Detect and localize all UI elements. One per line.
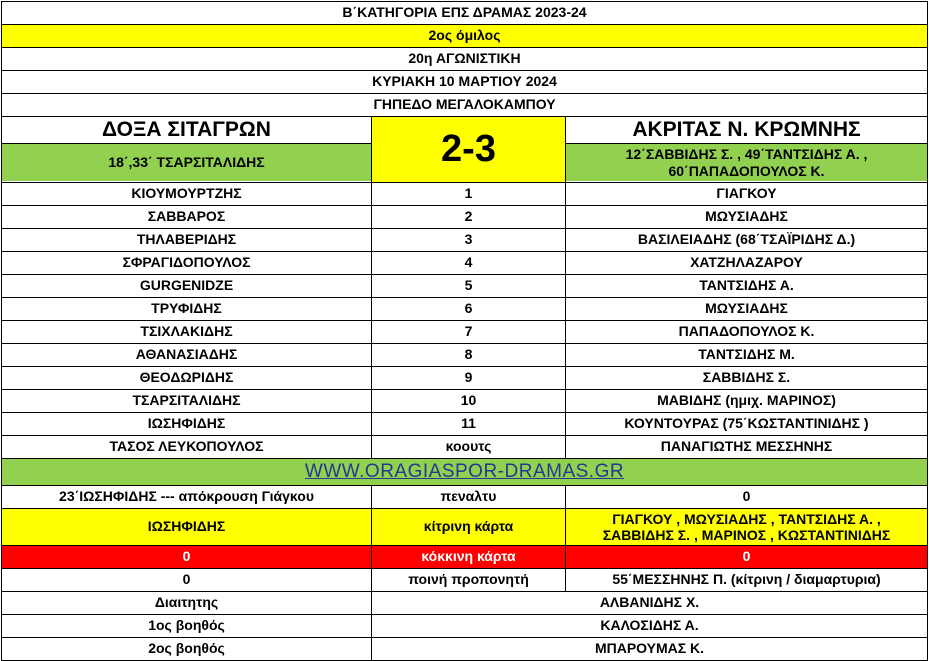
away-player: ΒΑΣΙΛΕΙΑΔΗΣ (68΄ΤΣΑΪΡΙΔΗΣ Δ.) xyxy=(566,229,928,251)
lineup-row xyxy=(2,344,928,367)
shirt-number: 4 xyxy=(372,252,566,274)
away-player: ΣΑΒΒΙΔΗΣ Σ. xyxy=(566,367,928,389)
away-scorers-line2: 60΄ΠΑΠΑΔΟΠΟΥΛΟΣ Κ. xyxy=(668,162,825,179)
home-team-block xyxy=(2,117,372,182)
away-player: ΤΑΝΤΣΙΔΗΣ Μ. xyxy=(566,344,928,366)
home-player: ΤΣΑΡΣΙΤΑΛΙΔΗΣ xyxy=(2,390,372,412)
date-row xyxy=(2,71,928,94)
away-penalty: 0 xyxy=(566,486,928,508)
away-red-cards: 0 xyxy=(566,546,928,568)
yellow-card-label: κίτρινη κάρτα xyxy=(372,509,566,545)
lineup-row xyxy=(2,367,928,390)
lineup-row xyxy=(2,229,928,252)
shirt-number: 7 xyxy=(372,321,566,343)
match-report-sheet xyxy=(1,1,928,661)
lineup-row xyxy=(2,275,928,298)
match-date: ΚΥΡΙΑΚΗ 10 ΜΑΡΤΙΟΥ 2024 xyxy=(2,71,928,93)
away-player: ΠΑΠΑΔΟΠΟΥΛΟΣ Κ. xyxy=(566,321,928,343)
official-name: ΚΑΛΟΣΙΔΗΣ Α. xyxy=(372,615,928,637)
shirt-number: 9 xyxy=(372,367,566,389)
lineup-row xyxy=(2,183,928,206)
home-coach-penalty: 0 xyxy=(2,569,372,591)
official-row xyxy=(2,638,928,661)
website-row xyxy=(2,459,928,486)
shirt-number: 5 xyxy=(372,275,566,297)
home-team-name: ΔΟΞΑ ΣΙΤΑΓΡΩΝ xyxy=(102,118,271,142)
away-player: ΜΩΥΣΙΑΔΗΣ xyxy=(566,298,928,320)
home-coach: ΤΑΣΟΣ ΛΕΥΚΟΠΟΥΛΟΣ xyxy=(2,436,372,458)
home-red-cards: 0 xyxy=(2,546,372,568)
round-label: 20η ΑΓΩΝΙΣΤΙΚΗ xyxy=(2,48,928,70)
home-player: ΚΙΟΥΜΟΥΡΤΖΗΣ xyxy=(2,183,372,205)
away-team-name: ΑΚΡΙΤΑΣ Ν. ΚΡΩΜΝΗΣ xyxy=(632,118,861,142)
away-yellow-line1: ΓΙΑΓΚΟΥ , ΜΩΥΣΙΑΔΗΣ , ΤΑΝΤΣΙΔΗΣ Α. , xyxy=(612,510,881,527)
lineup-row xyxy=(2,252,928,275)
away-coach-penalty: 55΄ΜΕΣΣΗΝΗΣ Π. (κίτρινη / διαμαρτυρια) xyxy=(566,569,928,591)
coach-label: κοουτς xyxy=(372,436,566,458)
red-cards-row xyxy=(2,546,928,569)
official-role: 1ος βοηθός xyxy=(2,615,372,637)
final-score: 2-3 xyxy=(372,117,566,182)
home-player: ΤΡΥΦΙΔΗΣ xyxy=(2,298,372,320)
shirt-number: 8 xyxy=(372,344,566,366)
home-scorers: 18΄,33΄ ΤΣΑΡΣΙΤΑΛΙΔΗΣ xyxy=(2,143,371,181)
red-card-label: κόκκινη κάρτα xyxy=(372,546,566,568)
home-player: ΣΑΒΒΑΡΟΣ xyxy=(2,206,372,228)
home-penalty: 23΄ΙΩΣΗΦΙΔΗΣ --- απόκρουση Γιάγκου xyxy=(2,486,372,508)
league-row xyxy=(2,2,928,25)
away-coach: ΠΑΝΑΓΙΩΤΗΣ ΜΕΣΣΗΝΗΣ xyxy=(566,436,928,458)
away-scorers xyxy=(566,143,927,181)
shirt-number: 1 xyxy=(372,183,566,205)
lineup-row xyxy=(2,206,928,229)
penalty-label: πεναλτυ xyxy=(372,486,566,508)
away-player: ΜΩΥΣΙΑΔΗΣ xyxy=(566,206,928,228)
home-yellow-cards: ΙΩΣΗΦΙΔΗΣ xyxy=(2,509,372,545)
away-player: ΓΙΑΓΚΟΥ xyxy=(566,183,928,205)
away-yellow-line2: ΣΑΒΒΙΔΗΣ Σ. , ΜΑΡΙΝΟΣ , ΚΩΣΤΑΝΤΙΝΙΔΗΣ xyxy=(602,527,891,543)
official-role: 2ος βοηθός xyxy=(2,638,372,660)
coach-penalty-label: ποινή προπονητή xyxy=(372,569,566,591)
group-label: 2ος όμιλος xyxy=(2,25,928,47)
lineup-row xyxy=(2,321,928,344)
away-player: ΚΟΥΝΤΟΥΡΑΣ (75΄ΚΩΣΤΑΝΤΙΝΙΔΗΣ ) xyxy=(566,413,928,435)
shirt-number: 3 xyxy=(372,229,566,251)
home-player: ΤΣΙΧΛΑΚΙΔΗΣ xyxy=(2,321,372,343)
match-venue: ΓΗΠΕΔΟ ΜΕΓΑΛΟΚΑΜΠΟΥ xyxy=(2,94,928,116)
teams-block xyxy=(2,117,928,183)
shirt-number: 11 xyxy=(372,413,566,435)
away-team-block xyxy=(566,117,928,182)
lineup-row xyxy=(2,413,928,436)
away-player: ΤΑΝΤΣΙΔΗΣ Α. xyxy=(566,275,928,297)
coaches-row xyxy=(2,436,928,459)
official-row xyxy=(2,615,928,638)
shirt-number: 6 xyxy=(372,298,566,320)
home-player: ΘΕΟΔΩΡΙΔΗΣ xyxy=(2,367,372,389)
venue-row xyxy=(2,94,928,117)
yellow-cards-row xyxy=(2,509,928,546)
round-row xyxy=(2,48,928,71)
official-row xyxy=(2,592,928,615)
away-player: ΜΑΒΙΔΗΣ (ημιχ. ΜΑΡΙΝΟΣ) xyxy=(566,390,928,412)
away-yellow-cards xyxy=(566,509,928,545)
shirt-number: 2 xyxy=(372,206,566,228)
coach-penalty-row xyxy=(2,569,928,592)
lineup-row xyxy=(2,298,928,321)
home-player: GURGENIDZE xyxy=(2,275,372,297)
away-player: ΧΑΤΖΗΛΑΖΑΡΟΥ xyxy=(566,252,928,274)
official-name: ΑΛΒΑΝΙΔΗΣ Χ. xyxy=(372,592,928,614)
official-role: Διαιτητης xyxy=(2,592,372,614)
lineup-row xyxy=(2,390,928,413)
lineups-table xyxy=(2,183,928,436)
home-player: ΤΗΛΑΒΕΡΙΔΗΣ xyxy=(2,229,372,251)
group-row xyxy=(2,25,928,48)
website-link[interactable]: WWW.ORAGIASPOR-DRAMAS.GR xyxy=(2,459,928,485)
official-name: ΜΠΑΡΟΥΜΑΣ Κ. xyxy=(372,638,928,660)
away-scorers-line1: 12΄ΣΑΒΒΙΔΗΣ Σ. , 49΄ΤΑΝΤΣΙΔΗΣ Α. , xyxy=(625,146,868,163)
home-player: ΙΩΣΗΦΙΔΗΣ xyxy=(2,413,372,435)
home-player: ΣΦΡΑΓΙΔΟΠΟΥΛΟΣ xyxy=(2,252,372,274)
officials-table xyxy=(2,592,928,661)
shirt-number: 10 xyxy=(372,390,566,412)
home-player: ΑΘΑΝΑΣΙΑΔΗΣ xyxy=(2,344,372,366)
league-title: Β΄ΚΑΤΗΓΟΡΙΑ ΕΠΣ ΔΡΑΜΑΣ 2023-24 xyxy=(2,2,928,24)
penalty-row xyxy=(2,486,928,509)
